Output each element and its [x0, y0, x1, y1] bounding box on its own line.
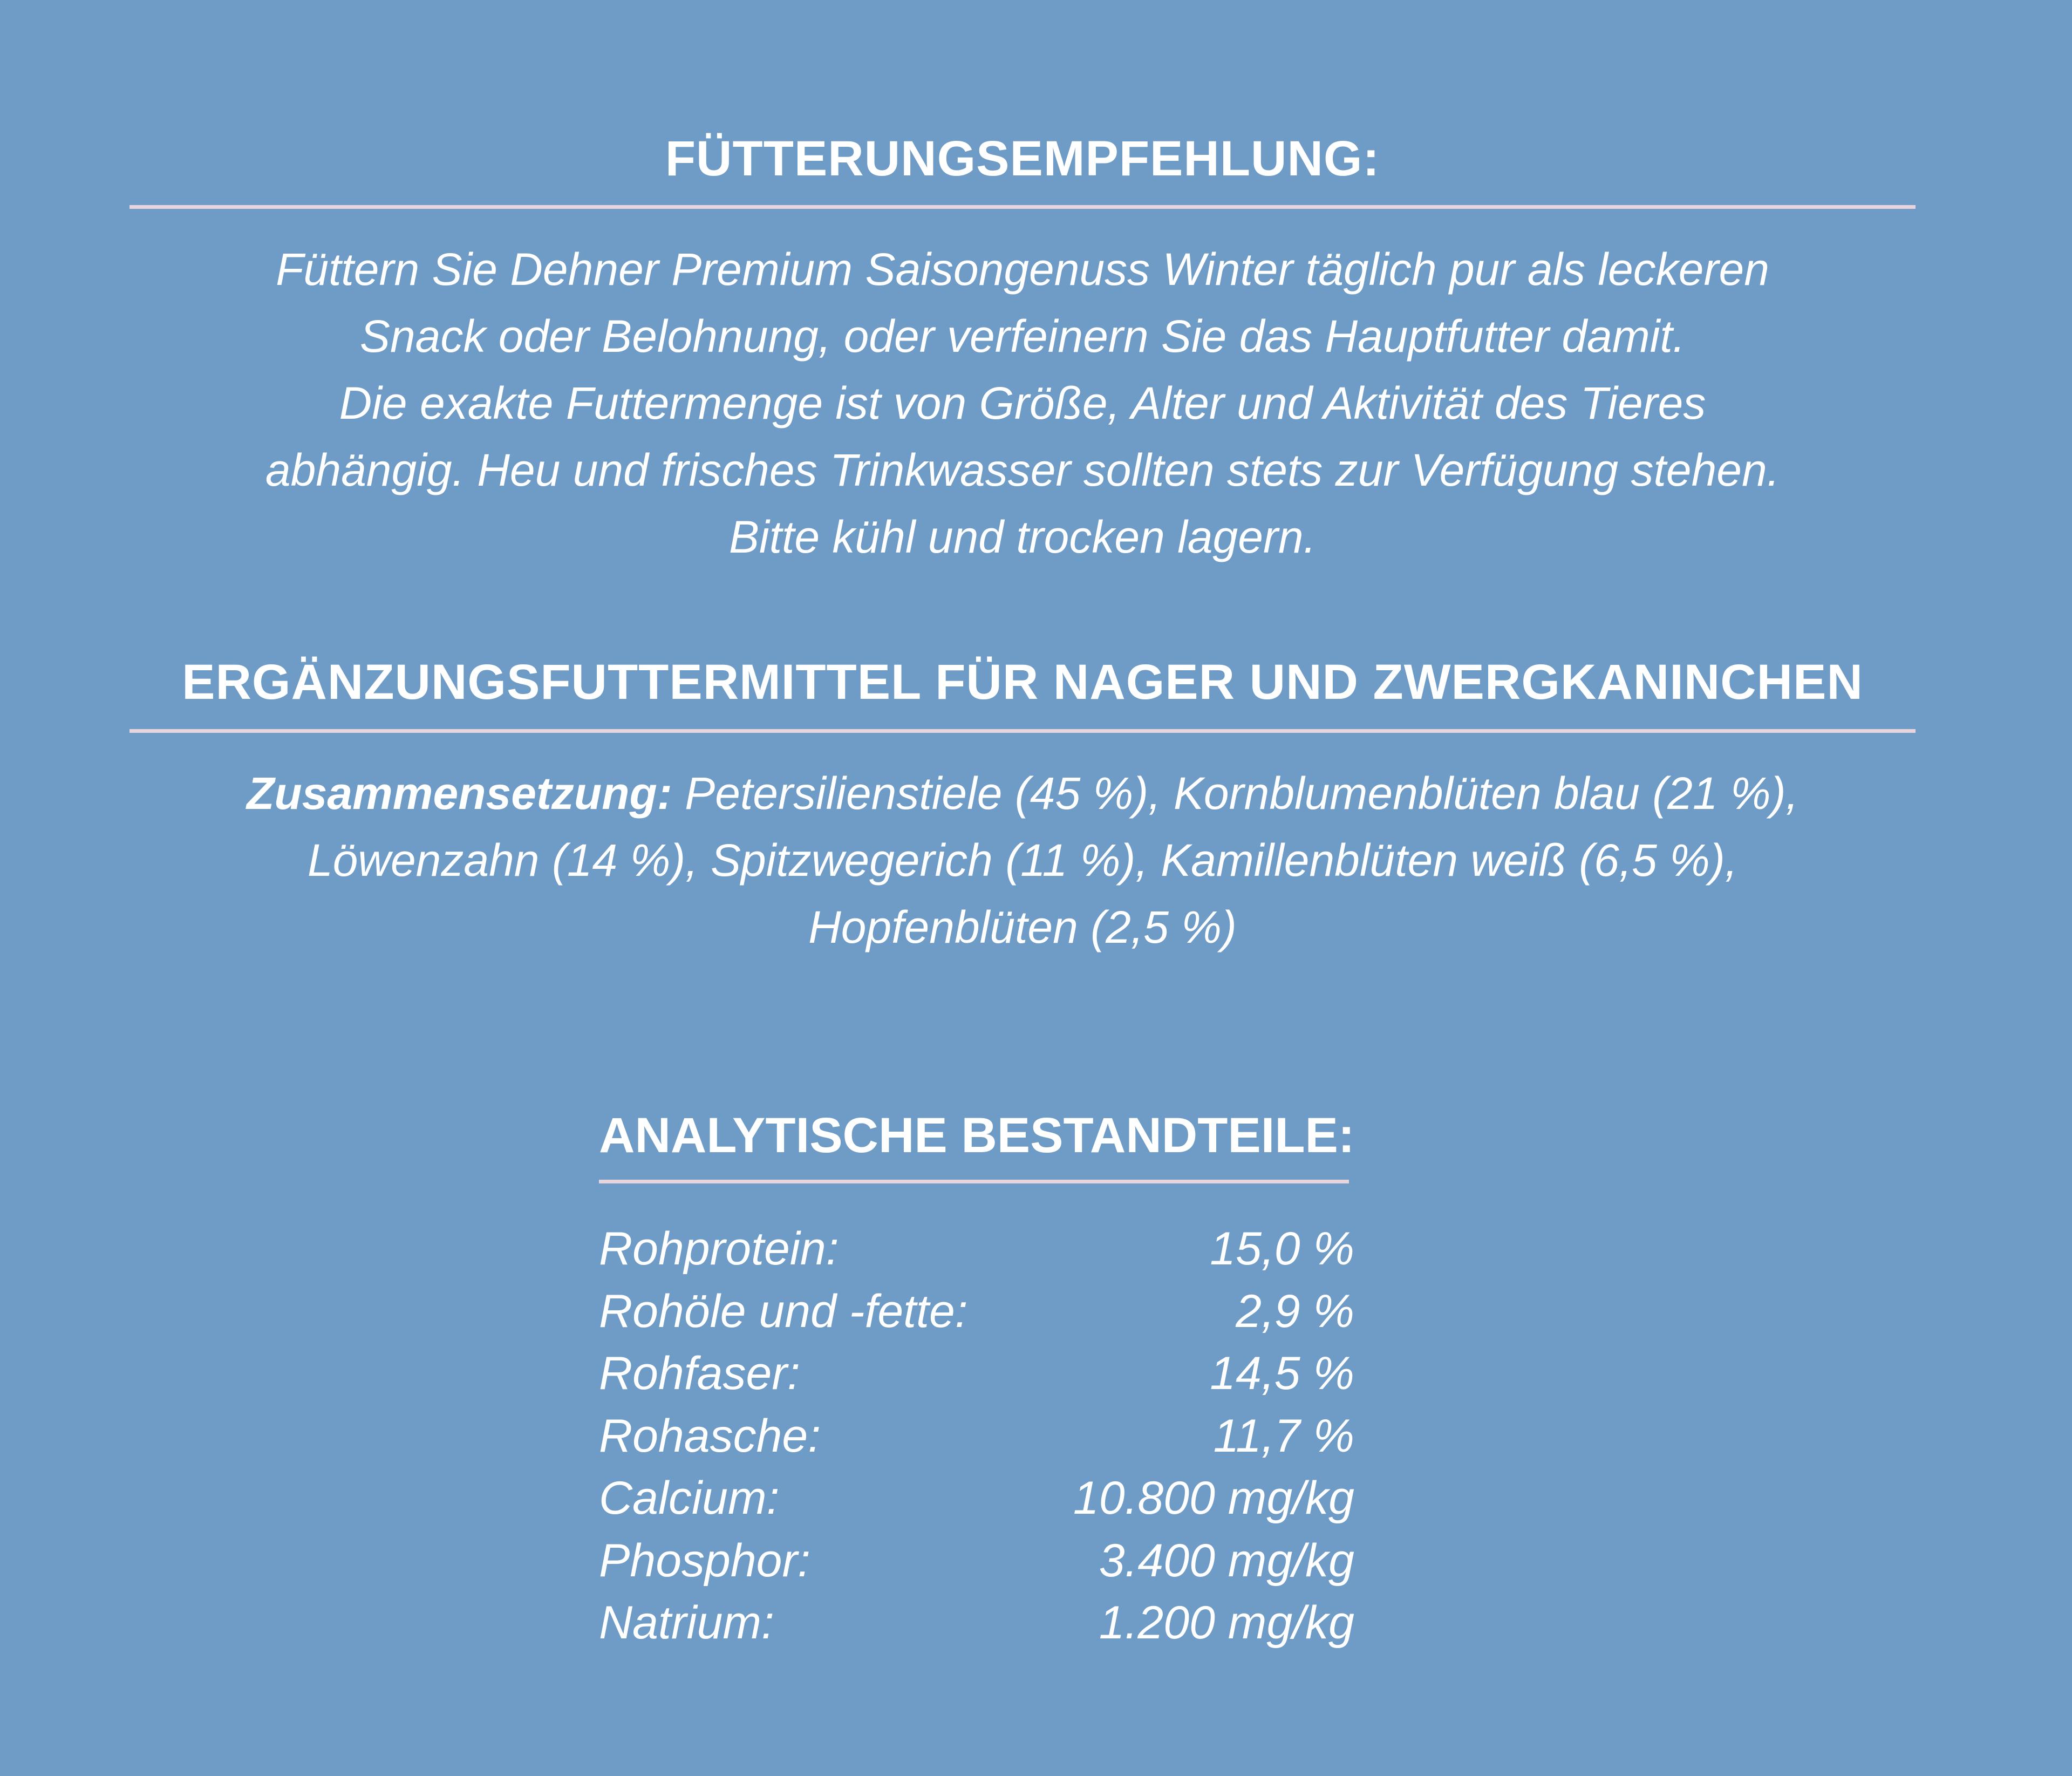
analysis-label: Calcium: [599, 1472, 780, 1524]
analysis-value: 2,9 % [1236, 1285, 1354, 1337]
composition-line: Hopfenblüten (2,5 %) [808, 902, 1237, 952]
analysis-label: Phosphor: [599, 1534, 811, 1587]
feeding-divider [130, 205, 1916, 209]
supplement-divider [130, 729, 1916, 733]
composition-line: Löwenzahn (14 %), Spitzwegerich (11 %), Kamillenblüten weiß (6,5 %), [307, 835, 1738, 886]
analysis-row [599, 1343, 1354, 1405]
composition-label: Zusammensetzung: [247, 768, 672, 819]
composition-text [108, 760, 1937, 961]
analysis-row [599, 1467, 1354, 1530]
feeding-line: abhängig. Heu und frisches Trinkwasser sollten stets zur Verfügung stehen. [265, 445, 1780, 495]
analysis-label: Rohasche: [599, 1410, 821, 1462]
analysis-value: 3.400 mg/kg [1099, 1534, 1354, 1587]
analysis-value: 10.800 mg/kg [1073, 1472, 1354, 1524]
analysis-row [599, 1281, 1354, 1343]
feeding-line: Die exakte Futtermenge ist von Größe, Alter und Aktivität des Tieres [339, 378, 1706, 428]
analysis-label: Rohprotein: [599, 1223, 839, 1275]
analysis-heading: ANALYTISCHE BESTANDTEILE: [599, 1108, 1355, 1163]
composition-line [108, 760, 1937, 827]
composition-values: Petersilienstiele (45 %), Kornblumenblüten blau (21 %), [672, 768, 1798, 819]
analysis-table [599, 1218, 1354, 1655]
feeding-line: Füttern Sie Dehner Premium Saisongenuss Winter täglich pur als leckeren [276, 244, 1769, 295]
analysis-row [599, 1405, 1354, 1468]
feeding-heading: FÜTTERUNGSEMPFEHLUNG: [665, 131, 1380, 186]
feeding-line: Snack oder Belohnung, oder verfeinern Sie das Hauptfutter damit. [359, 311, 1686, 362]
supplement-heading: ERGÄNZUNGSFUTTERMITTEL FÜR NAGER UND ZWERGKANINCHEN [182, 655, 1863, 710]
feeding-line: Bitte kühl und trocken lagern. [729, 512, 1316, 562]
analysis-label: Rohfaser: [599, 1348, 800, 1399]
analysis-row [599, 1218, 1354, 1281]
analysis-label: Natrium: [599, 1597, 774, 1649]
analysis-value: 1.200 mg/kg [1099, 1597, 1354, 1649]
analysis-divider [599, 1180, 1349, 1183]
analysis-value: 15,0 % [1210, 1223, 1354, 1275]
analysis-label: Rohöle und -fette: [599, 1285, 968, 1337]
analysis-row [599, 1592, 1354, 1655]
analysis-value: 14,5 % [1210, 1348, 1354, 1399]
feeding-text [108, 236, 1937, 570]
analysis-value: 11,7 % [1213, 1410, 1354, 1462]
analysis-row [599, 1530, 1354, 1593]
